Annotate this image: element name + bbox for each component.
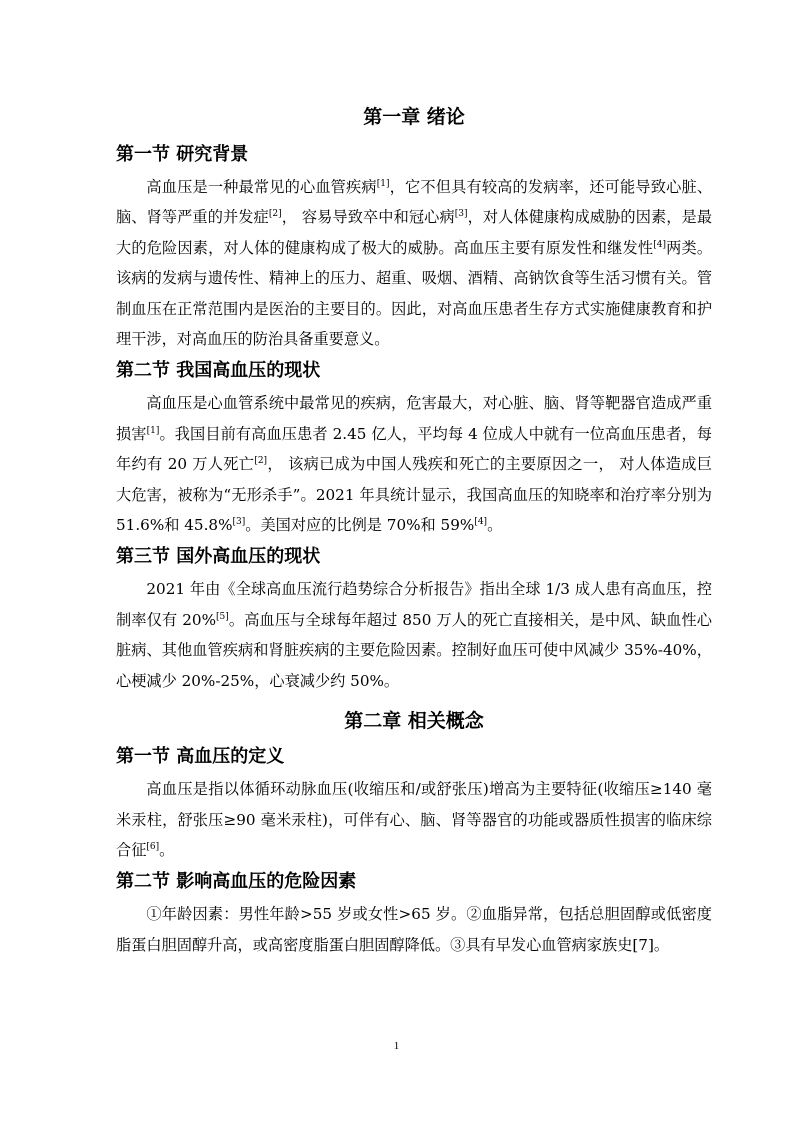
text-run: ①年龄因素：男性年龄>55 岁或女性>65 岁。②血脂异常，包括总胆固醇或低密度脂蛋白胆固醇升高，或高密度脂蛋白胆固醇降低。③具有早发心血管病家族史[7]。: [116, 905, 712, 954]
paragraph: [116, 774, 712, 865]
text-run: 。: [159, 840, 175, 859]
citation-ref: [2]: [254, 456, 268, 467]
text-run: 高血压是指以体循环动脉血压(收缩压和/或舒张压)增高为主要特征(收缩压≥140 毫米汞柱，舒张压≥90 毫米汞柱)，可伴有心、脑、肾等器官的功能或器质性损害的临床综合征: [116, 780, 712, 859]
section-title: 第二节 影响高血压的危险因素: [116, 871, 357, 893]
citation-ref: [5]: [216, 611, 229, 622]
chapter-title: 第一章 绪论: [363, 106, 465, 128]
text-run: ， 该病已成为中国人残疾和死亡的主要原因之一， 对人体造成巨大危害，被称为“无形杀手”。2021 年具统计显示，我国高血压的知晓率和治疗率分别为 51.6%和 45.8%: [116, 455, 713, 535]
citation-ref: [4]: [653, 239, 666, 250]
section-title: 第三节 国外高血压的现状: [116, 546, 321, 568]
paragraph: [116, 574, 712, 696]
section-title: 第一节 高血压的定义: [116, 746, 285, 768]
citation-ref: [4]: [474, 517, 488, 528]
citation-ref: [1]: [376, 179, 390, 189]
citation-ref: [1]: [146, 425, 160, 436]
text-run: 两类。该病的发病与遗传性、精神上的压力、超重、吸烟、酒精、高钠饮食等生活习惯有关。管制血压在正常范围内是医治的主要目的。因此，对高血压患者生存方式实施健康教育和护理干涉，对高血压的防治具备重要意义。: [116, 238, 713, 349]
citation-ref: [6]: [146, 841, 160, 852]
citation-ref: [3]: [454, 209, 468, 220]
text-run: ，对人体健康构成威胁的因素，是最大的危险因素，对人体的健康构成了极大的威胁。高血压主要有原发性和继发性: [116, 208, 713, 257]
text-run: ， 容易导致卒中和冠心病: [281, 208, 455, 227]
citation-ref: [2]: [268, 209, 282, 220]
text-run: 。: [487, 516, 503, 535]
section-title: 第一节 研究背景: [116, 144, 249, 165]
text-run: ，它不但具有较高的发病率，还可能导致心脏、脑、肾等严重的并发症: [116, 178, 713, 227]
paragraph: [116, 172, 712, 354]
page-number: 1: [393, 1040, 400, 1052]
paragraph: [116, 388, 712, 540]
citation-ref: [3]: [232, 517, 246, 528]
text-run: 高血压是心血管系统中最常见的疾病，危害最大，对心脏、脑、肾等靶器官造成严重损害: [116, 394, 712, 443]
text-run: 。美国对应的比例是 70%和 59%: [245, 516, 475, 535]
chapter-title: 第二章 相关概念: [344, 710, 484, 733]
document-body: [116, 104, 712, 960]
paragraph: [116, 899, 712, 960]
text-run: 高血压是一种最常见的心血管疾病: [146, 178, 377, 196]
text-run: 。我国目前有高血压患者 2.45 亿人，平均每 4 位成人中就有一位高血压患者，每年约有 20 万人死亡: [116, 424, 712, 474]
text-run: 。高血压与全球每年超过 850 万人的死亡直接相关，是中风、缺血性心脏病、其他血管疾病和肾脏疾病的主要危险因素。控制好血压可使中风减少 35%-40%，心梗减少 20%-25%，心衰减少约 50%。: [116, 610, 712, 690]
text-run: 2021 年由《全球高血压流行趋势综合分析报告》指出全球 1/3 成人患有高血压，控制率仅有 20%: [116, 580, 712, 629]
section-title: 第二节 我国高血压的现状: [116, 360, 321, 382]
